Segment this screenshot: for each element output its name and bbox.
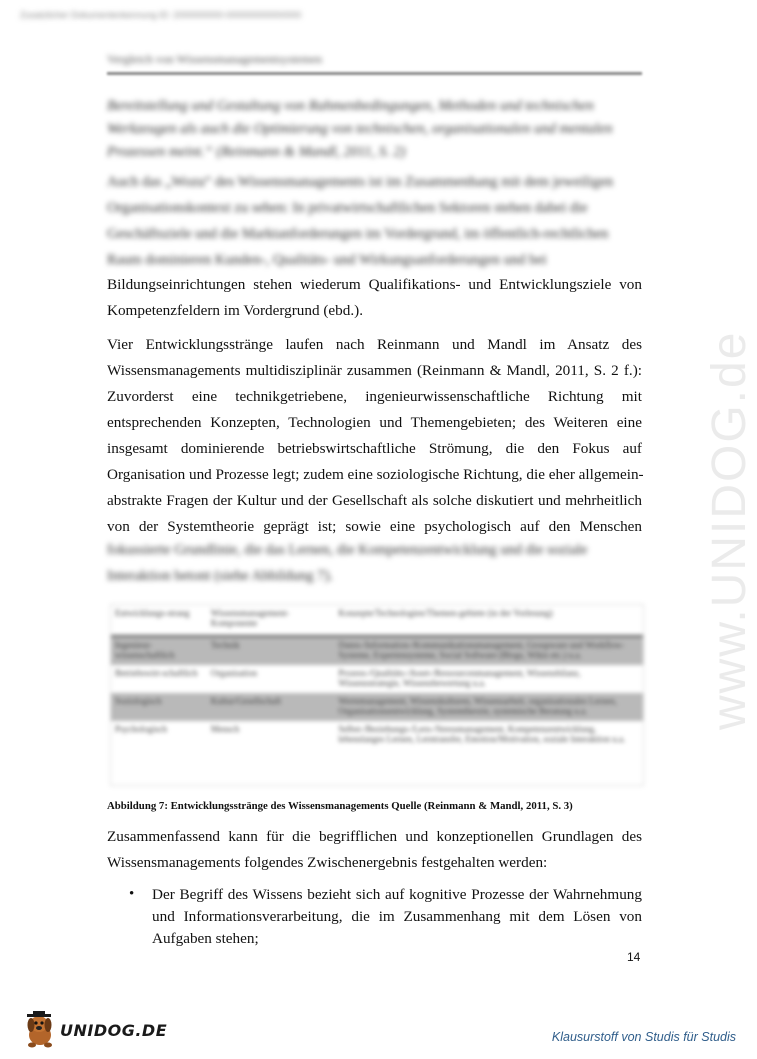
text-line: Wissensmanagements multidisziplinär zusammen (Reinmann & Mandl, 2011, S. 2 f.):	[107, 362, 642, 379]
blurred-paragraph-line: Raum dominieren Kunden-, Qualitäts- und Wirkungsanforderungen und bei	[107, 252, 547, 268]
page-number: 14	[627, 950, 641, 964]
text-line: und Informationsverarbeitung, die im Zusammenhang mit dem Lösen von	[152, 908, 642, 925]
table-row	[111, 693, 643, 721]
text-line: Bildungseinrichtungen stehen wiederum Qualifikations- und Entwicklungsziele von	[107, 276, 642, 293]
table-row	[111, 636, 643, 665]
document-id-line: Zusatzlicher Dokumentenkennung ID: 2000000000-000000000000000	[20, 10, 302, 20]
paragraph-1	[107, 272, 642, 324]
table-header-cell: Entwicklungs-strang	[111, 605, 207, 636]
text-line: insgesamt dominierende betriebswirtschaftliche Strömung, die den Fokus auf	[107, 440, 642, 457]
table-cell: Selbst-/Beziehungs-/Lern-/Stressmanagement, Kompetenzentwicklung, lebenslanges Lernen, Lerntransfer, Emotion/Motivation, soziale Interaktion u.a.	[338, 724, 626, 744]
text-line: Organisation und Prozesse legt; zudem eine soziologische Richtung, die eher allgemein-	[107, 466, 644, 483]
table-cell: Technik	[207, 636, 335, 665]
table-header-cell: Wissensmanagement-Komponente	[207, 605, 335, 636]
blurred-quote-line: Prozessen meint.“ (Reinmann & Mandl, 2011, S. 2)	[107, 144, 406, 160]
blurred-paragraph-line: fokussierte Grundlinie, die das Lernen, die Kompetenzentwicklung und die soziale	[107, 542, 588, 558]
table-cell: Ingenieur-wissenschaftlich	[111, 636, 207, 665]
unidog-logo	[22, 1010, 167, 1050]
blurred-paragraph-line: Auch das „Wozu“ des Wissensmanagements ist im Zusammenhang mit dem jeweiligen	[107, 174, 614, 190]
blurred-paragraph-line: Organisationskontext zu sehen: In privatwirtschaftlichen Sektoren stehen dabei die	[107, 200, 588, 216]
blurred-paragraph-line: Interaktion betont (siehe Abbildung 7).	[107, 568, 333, 584]
table-row	[111, 721, 643, 749]
text-line: abstrakte Fragen der Kultur und der Gesellschaft als solche diskutiert und mehrheitlich	[107, 492, 642, 509]
paragraph-3	[107, 824, 642, 876]
figure-caption: Abbildung 7: Entwicklungsstränge des Wissensmanagements Quelle (Reinmann & Mandl, 2011, S. 3)	[107, 800, 573, 812]
running-header: Vergleich von Wissensmanagementsystemen	[107, 52, 323, 66]
figure-table	[110, 604, 644, 786]
table-cell: Prozess-/Qualitäts-/Asset-/Ressourcenmanagement, Wissensbilanz, Wissensstrategie, Wissensbewertung u.a.	[338, 668, 581, 688]
table-cell: Mensch	[210, 724, 240, 734]
table-header-cell: Konzepte/Technologien/Themen-gebiete (in der Vorlesung)	[334, 605, 643, 636]
text-line: von der Systemtheorie geprägt ist; sowie eine psychologisch auf den Menschen	[107, 518, 642, 535]
table-cell: Wertemanagement, Wissenskulturen, Wissensarbeit, organisationales Lernen, Organisationsentwicklung, Systemtheorie, systemische Beratung u.a.	[334, 693, 643, 721]
table-cell: Soziologisch	[111, 693, 207, 721]
footer-slogan: Klausurstoff von Studis für Studis	[551, 1030, 736, 1044]
table-cell: Psychologisch	[115, 724, 168, 734]
paragraph-2	[107, 332, 642, 540]
table-cell: Organisation	[210, 668, 258, 678]
text-line: Der Begriff des Wissens bezieht sich auf kognitive Prozesse der Wahrnehmung	[152, 886, 642, 903]
text-line: Zusammenfassend kann für die begrifflichen und konzeptionellen Grundlagen des	[107, 828, 642, 845]
logo-text: UNIDOG.DE	[60, 1020, 168, 1040]
text-line: Zuvorderst eine technikgetriebene, ingenieurwissenschaftliche Richtung mit	[107, 388, 642, 405]
text-line: entsprechenden Konzepten, Technologien und Themengebieten; des Weiteren eine	[107, 414, 642, 431]
bullet-list	[107, 884, 642, 950]
text-line: Kompetenzfeldern im Vordergrund (ebd.).	[107, 302, 364, 319]
table-cell: Daten-/Information-/Kommunikationsmanagement, Groupware und Workflow-Systeme, Expertensysteme, Social Software (Blogs, Wikis etc.) u.a.	[334, 636, 643, 665]
watermark: www.UNIDOG.de	[703, 330, 756, 730]
list-item	[152, 884, 642, 950]
text-line: Vier Entwicklungsstränge laufen nach Reinmann und Mandl im Ansatz des	[107, 336, 642, 353]
header-rule	[107, 72, 642, 75]
dog-icon	[22, 1011, 58, 1049]
blurred-quote-line: Werkzeugen als auch die Optimierung von technischen, organisationalen und mentalen	[107, 121, 613, 137]
bullet-icon: •	[129, 886, 135, 902]
table-cell: Betriebswirt-schaftlich	[115, 668, 198, 678]
text-line: Aufgaben stehen;	[152, 930, 259, 947]
table-row	[111, 665, 643, 693]
table-cell: Kultur/Gesellschaft	[207, 693, 335, 721]
blurred-paragraph-line: Geschäftsziele und die Marktanforderungen im Vordergrund, im öffentlich-rechtlichen	[107, 226, 609, 242]
blurred-quote-line: Bereitstellung und Gestaltung von Rahmenbedingungen, Methoden und technischen	[107, 98, 594, 114]
text-line: Wissensmanagements folgendes Zwischenergebnis festgehalten werden:	[107, 854, 548, 871]
